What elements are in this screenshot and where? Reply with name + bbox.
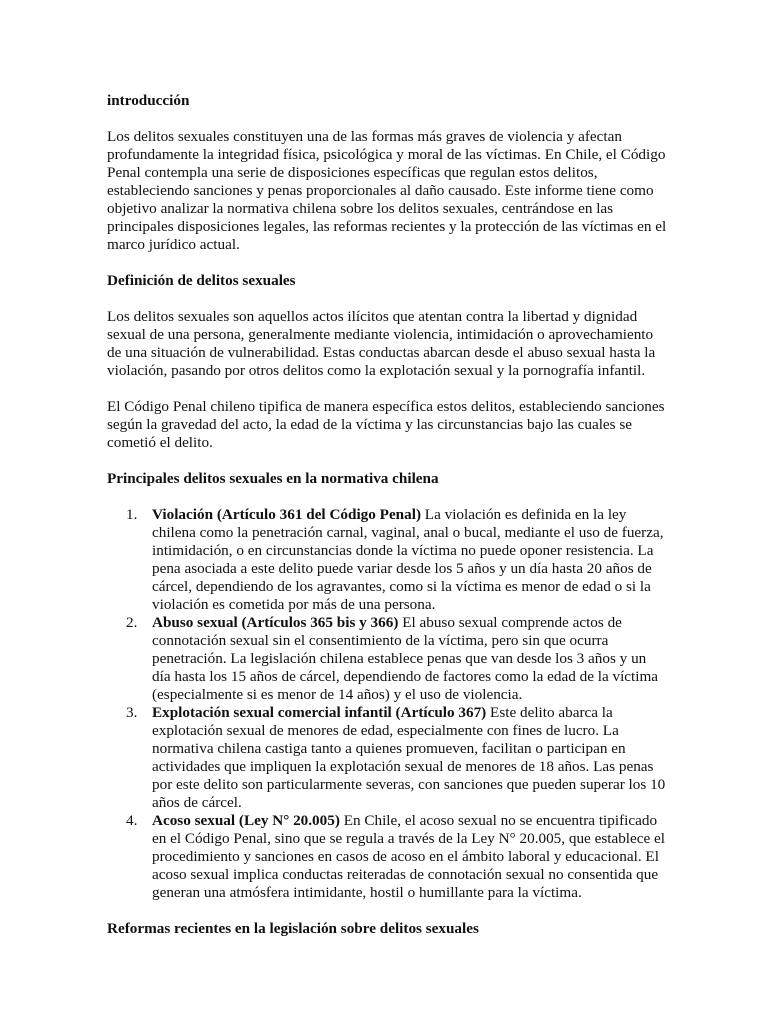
list-item <box>126 812 667 902</box>
spacer <box>107 110 667 128</box>
list-item-text: El abuso sexual comprende actos de connotación sexual sin el consentimiento de la víctima, pero sin que ocurra penetración. La legislación chilena establece penas que van desde los 3 años y un día hasta los 15 años de cárcel, dependiendo de factores como la edad de la víctima (especialmente si es menor de 14 años) y el uso de violencia. <box>152 614 659 703</box>
spacer <box>107 380 667 398</box>
spacer <box>107 902 667 920</box>
list-item-text: Este delito abarca la explotación sexual de menores de edad, especialmente con fines de lucro. La normativa chilena castiga tanto a quienes promueven, facilitan o participan en actividades que impliquen la explotación sexual de menores de 18 años. Las penas por este delito son particularmente severas, con sanciones que pueden superar los 10 años de cárcel. <box>152 704 666 811</box>
reforms-heading: Reformas recientes en la legislación sobre delitos sexuales <box>107 920 479 937</box>
list-item-text: En Chile, el acoso sexual no se encuentra tipificado en el Código Penal, sino que se regula a través de la Ley N° 20.005, que establece el procedimiento y sanciones en casos de acoso en el ámbito laboral y educacional. El acoso sexual implica conductas reiteradas de connotación sexual no consentida que generan una atmósfera intimidante, hostil o humillante para la víctima. <box>152 812 666 901</box>
document-page <box>107 92 667 938</box>
list-item-number: 3. <box>126 704 138 721</box>
spacer <box>107 452 667 470</box>
definition-paragraph-2: El Código Penal chileno tipifica de manera específica estos delitos, estableciendo sanciones según la gravedad del acto, la edad de la víctima y las circunstancias bajo las cuales se cometió el delito. <box>107 398 665 451</box>
list-item-number: 4. <box>126 812 138 829</box>
crimes-list <box>107 506 667 902</box>
list-item <box>126 614 667 704</box>
list-item-text: La violación es definida en la ley chilena como la penetración carnal, vaginal, anal o bucal, mediante el uso de fuerza, intimidación, o en circunstancias donde la víctima no puede oponer resistencia. La pena asociada a este delito puede variar desde los 5 años y un día hasta 20 años de cárcel, dependiendo de los agravantes, como si la víctima es menor de edad o si la violación es cometida por más de una persona. <box>152 506 664 613</box>
intro-paragraph: Los delitos sexuales constituyen una de las formas más graves de violencia y afectan profundamente la integridad física, psicológica y moral de las víctimas. En Chile, el Código Penal contempla una serie de disposiciones específicas que regulan estos delitos, estableciendo sanciones y penas proporcionales al daño causado. Este informe tiene como objetivo analizar la normativa chilena sobre los delitos sexuales, centrándose en las principales disposiciones legales, las reformas recientes y la protección de las víctimas en el marco jurídico actual. <box>107 128 667 253</box>
list-item-title: Abuso sexual (Artículos 365 bis y 366) <box>152 614 399 631</box>
list-item-number: 2. <box>126 614 138 631</box>
list-item-title: Acoso sexual (Ley N° 20.005) <box>152 812 340 829</box>
definition-heading: Definición de delitos sexuales <box>107 272 296 289</box>
spacer <box>107 254 667 272</box>
intro-heading: introducción <box>107 92 190 109</box>
list-item-number: 1. <box>126 506 138 523</box>
list-item-title: Violación (Artículo 361 del Código Penal) <box>152 506 421 523</box>
spacer <box>107 488 667 506</box>
main-crimes-heading: Principales delitos sexuales en la normativa chilena <box>107 470 439 487</box>
definition-paragraph-1: Los delitos sexuales son aquellos actos ilícitos que atentan contra la libertad y dignidad sexual de una persona, generalmente mediante violencia, intimidación o aprovechamiento de una situación de vulnerabilidad. Estas conductas abarcan desde el abuso sexual hasta la violación, pasando por otros delitos como la explotación sexual y la pornografía infantil. <box>107 308 656 379</box>
spacer <box>107 290 667 308</box>
list-item <box>126 704 667 812</box>
list-item-title: Explotación sexual comercial infantil (Artículo 367) <box>152 704 487 721</box>
list-item <box>126 506 667 614</box>
